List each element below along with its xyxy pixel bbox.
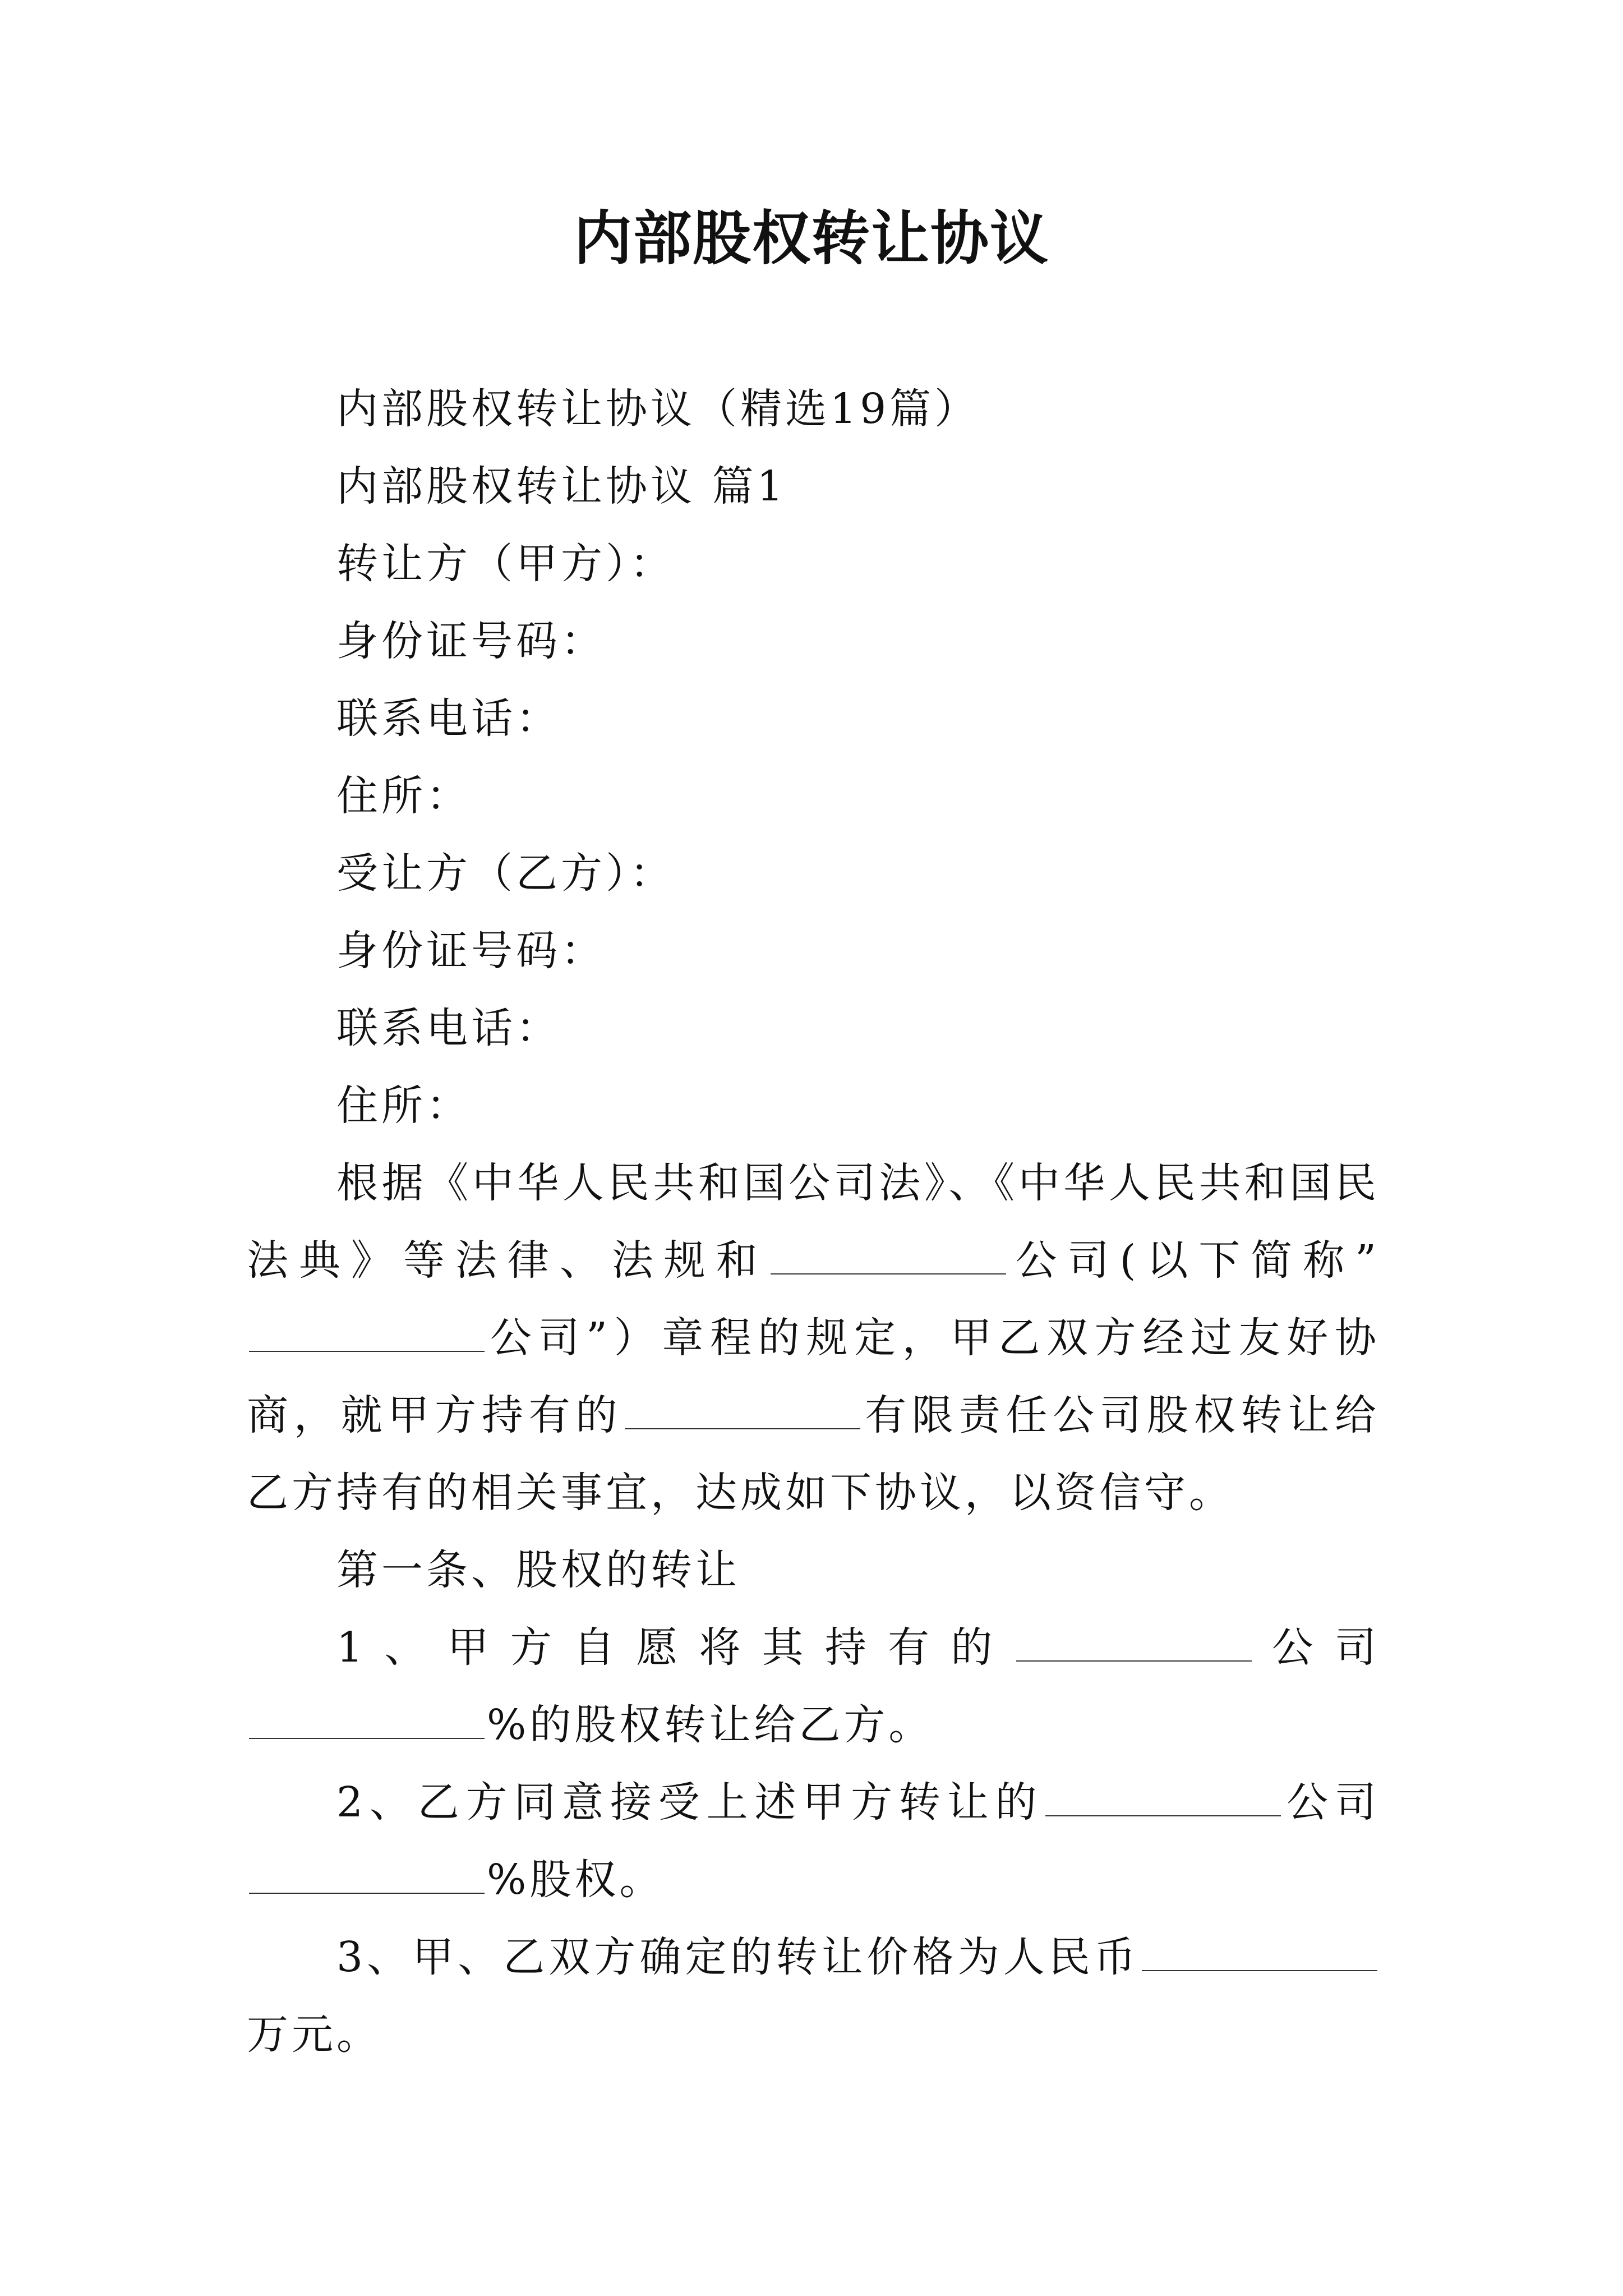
company-name-blank[interactable] <box>771 1234 1006 1274</box>
transferor-address-label: 住所： <box>336 772 471 820</box>
item-2-text-2: 公司 <box>1283 1778 1380 1826</box>
item-1-text-3: %的股权转让给乙方。 <box>487 1701 934 1749</box>
transferor-id-label: 身份证号码： <box>336 617 606 665</box>
transferee-address-label: 住所： <box>336 1082 471 1130</box>
basis-text-3: 公司”）章程的规定，甲乙双方经过友好协商，就甲方持有的 <box>247 1314 1380 1439</box>
item-2 <box>247 1764 1380 1918</box>
transferor-phone-label: 联系电话： <box>336 694 561 743</box>
item-1-company-blank[interactable] <box>1016 1621 1252 1662</box>
item-3-text-1: 3、甲、乙双方确定的转让价格为人民币 <box>336 1933 1140 1981</box>
item-2-text-1: 2、乙方同意接受上述甲方转让的 <box>336 1778 1044 1826</box>
item-3-price-blank[interactable] <box>1142 1931 1377 1971</box>
item-3-text-2: 万元。 <box>247 2010 381 2059</box>
basis-text-2: 公司(以下简称” <box>1008 1236 1380 1285</box>
subtitle-line: 内部股权转让协议（精选19篇） <box>336 385 980 433</box>
company-short-name-blank[interactable] <box>249 1312 485 1352</box>
article-1-heading: 第一条、股权的转让 <box>336 1546 740 1594</box>
transferor-label: 转让方（甲方）： <box>336 540 675 588</box>
item-2-text-3: %股权。 <box>487 1856 665 1904</box>
item-2-percent-blank[interactable] <box>249 1853 485 1894</box>
basis-text-4: 有限责任公司股权转让给乙方持有的相关事宜，达成如下协议，以资信守。 <box>247 1391 1380 1517</box>
item-1-text-1: 1、甲方自愿将其持有的 <box>336 1623 1014 1672</box>
document-title: 内部股权转让协议 <box>573 204 1049 273</box>
item-1-text-2: 公司 <box>1253 1623 1380 1672</box>
basis-text-1: 根据《中华人民共和国公司法》、《中华人民共和国民法典》等法律、法规和 <box>247 1159 1380 1285</box>
held-company-blank[interactable] <box>625 1389 860 1429</box>
item-1-percent-blank[interactable] <box>249 1699 485 1739</box>
section-heading: 内部股权转让协议 篇1 <box>336 462 787 510</box>
transferee-label: 受让方（乙方）： <box>336 849 675 898</box>
item-2-company-blank[interactable] <box>1045 1776 1281 1816</box>
transferee-id-label: 身份证号码： <box>336 927 606 975</box>
transferee-phone-label: 联系电话： <box>336 1004 561 1052</box>
item-1 <box>247 1609 1380 1764</box>
item-3 <box>247 1918 1380 2073</box>
basis-paragraph <box>247 1144 1380 1531</box>
document-body <box>247 370 1380 2073</box>
